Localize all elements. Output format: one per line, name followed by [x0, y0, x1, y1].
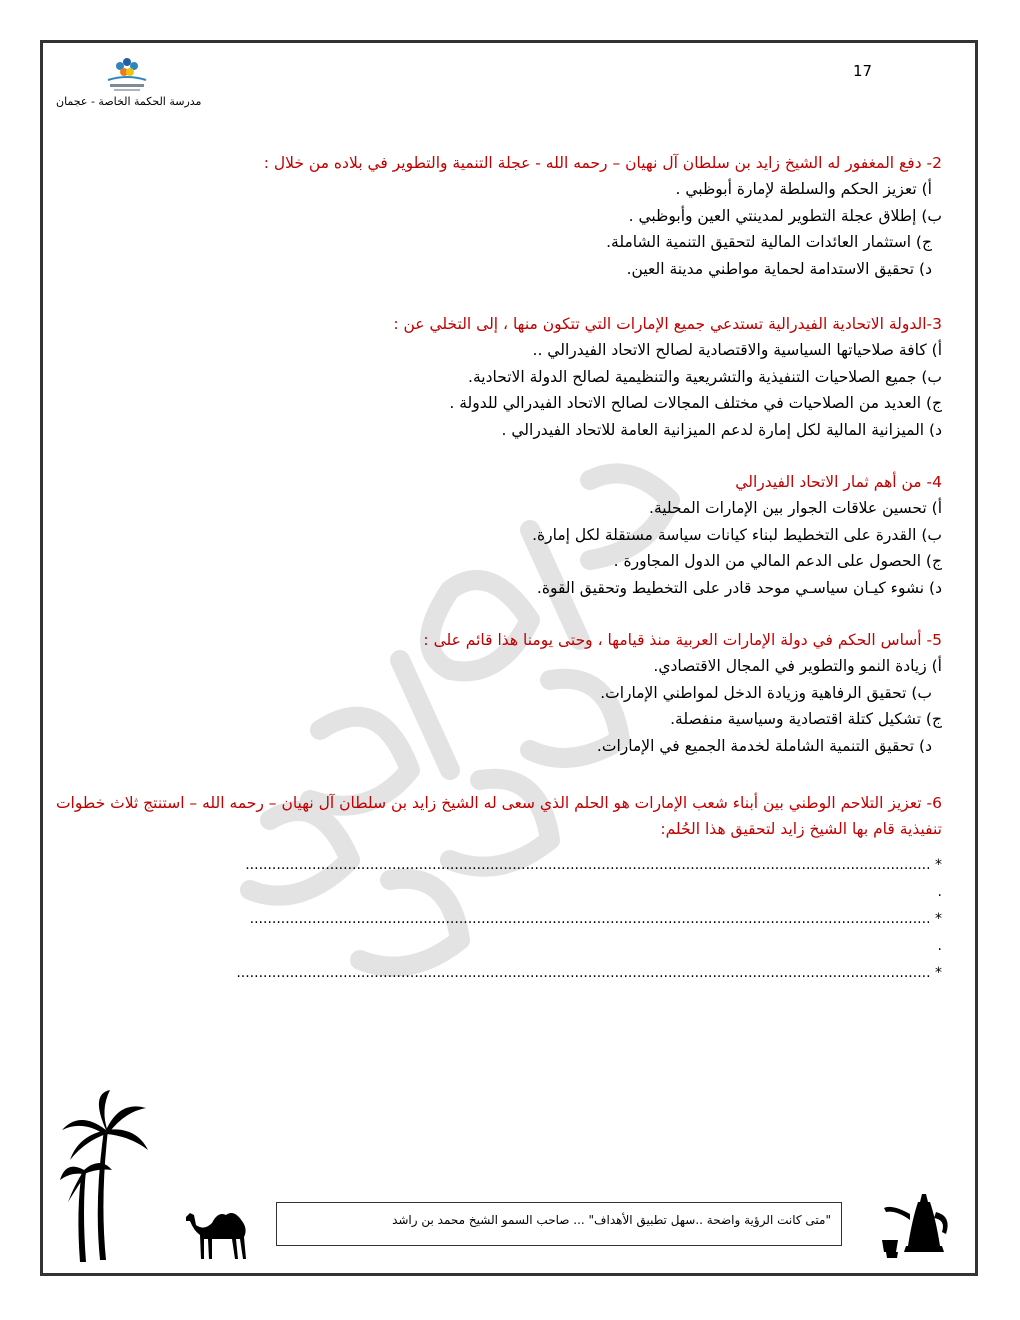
palm-trees-icon	[60, 1090, 150, 1265]
question-title: 3-الدولة الاتحادية الفيدرالية تستدعي جميع الإمارات التي تتكون منها ، إلى التخلي عن :	[393, 315, 942, 333]
option-b: ب) إطلاق عجلة التطوير لمدينتي العين وأبوظبي .	[628, 206, 942, 225]
coffee-pot-icon	[880, 1190, 960, 1260]
answer-line-1[interactable]: * ..........................................................................................................................................................	[245, 857, 942, 873]
quote-box	[276, 1202, 842, 1246]
option-c: ج) العديد من الصلاحيات في مختلف المجالات لصالح الاتحاد الفيدرالي للدولة .	[449, 394, 942, 412]
option-b: ب) القدرة على التخطيط لبناء كيانات سياسة مستقلة لكل إمارة.	[532, 525, 942, 544]
question-title: 6- تعزيز التلاحم الوطني بين أبناء شعب الإمارات هو الحلم الذي سعى له الشيخ زايد بن سلطان آل نهيان – رحمه الله – استنتج ثلاث خطوات تنفيذية قام بها الشيخ زايد لتحقيق هذا الحُلم:	[55, 794, 942, 838]
school-name: مدرسة الحكمة الخاصة - عجمان	[56, 95, 202, 108]
answer-line-dot: .	[937, 938, 942, 954]
option-c: ج) تشكيل كتلة اقتصادية وسياسية منفصلة.	[670, 710, 942, 728]
question-title: 5- أساس الحكم في دولة الإمارات العربية منذ قيامها ، وحتى يومنا هذا قائم على :	[423, 631, 942, 649]
option-d: د) نشوء كيـان سياسـي موحد قادر على التخطيط وتحقيق القوة.	[536, 578, 942, 597]
answer-line-3[interactable]: * ............................................................................................................................................................	[236, 965, 942, 981]
option-d: د) الميزانية المالية لكل إمارة لدعم الميزانية العامة للاتحاد الفيدرالي .	[501, 420, 942, 439]
question-6	[52, 790, 942, 987]
option-b: ب) تحقيق الرفاهية وزيادة الدخل لمواطني الإمارات.	[600, 683, 932, 702]
option-a: أ) تحسين علاقات الجوار بين الإمارات المحلية.	[649, 499, 942, 517]
question-5	[423, 627, 942, 759]
answer-line-dot: .	[937, 884, 942, 900]
footer-quote: "متى كانت الرؤية واضحة ..سهل تطبيق الأهداف" ... صاحب السمو الشيخ محمد بن راشد	[392, 1213, 831, 1227]
question-title: 2- دفع المغفور له الشيخ زايد بن سلطان آل نهيان – رحمه الله - عجلة التنمية والتطوير في بلاده من خلال :	[263, 154, 942, 172]
option-a: أ) تعزيز الحكم والسلطة لإمارة أبوظبي .	[675, 180, 932, 198]
logo-flower-icon	[108, 58, 146, 80]
question-3	[393, 311, 942, 443]
option-a: أ) كافة صلاحياتها السياسية والاقتصادية لصالح الاتحاد الفيدرالي ..	[532, 341, 942, 359]
answer-line-2[interactable]: * .........................................................................................................................................................	[249, 911, 942, 927]
question-4	[532, 469, 942, 601]
question-title: 4- من أهم ثمار الاتحاد الفيدرالي	[735, 473, 942, 491]
option-c: ج) استثمار العائدات المالية لتحقيق التنمية الشاملة.	[606, 233, 932, 251]
option-b: ب) جميع الصلاحيات التنفيذية والتشريعية والتنظيمية لصالح الدولة الاتحادية.	[468, 367, 942, 386]
school-logo	[100, 54, 154, 94]
question-2	[264, 150, 942, 282]
option-a: أ) زيادة النمو والتطوير في المجال الاقتصادي.	[653, 657, 942, 675]
option-d: د) تحقيق التنمية الشاملة لخدمة الجميع في الإمارات.	[596, 736, 932, 755]
option-c: ج) الحصول على الدعم المالي من الدول المجاورة .	[613, 552, 942, 570]
page-number: 17	[853, 62, 873, 80]
camel-icon	[182, 1205, 252, 1260]
option-d: د) تحقيق الاستدامة لحماية مواطني مدينة العين.	[626, 259, 932, 278]
